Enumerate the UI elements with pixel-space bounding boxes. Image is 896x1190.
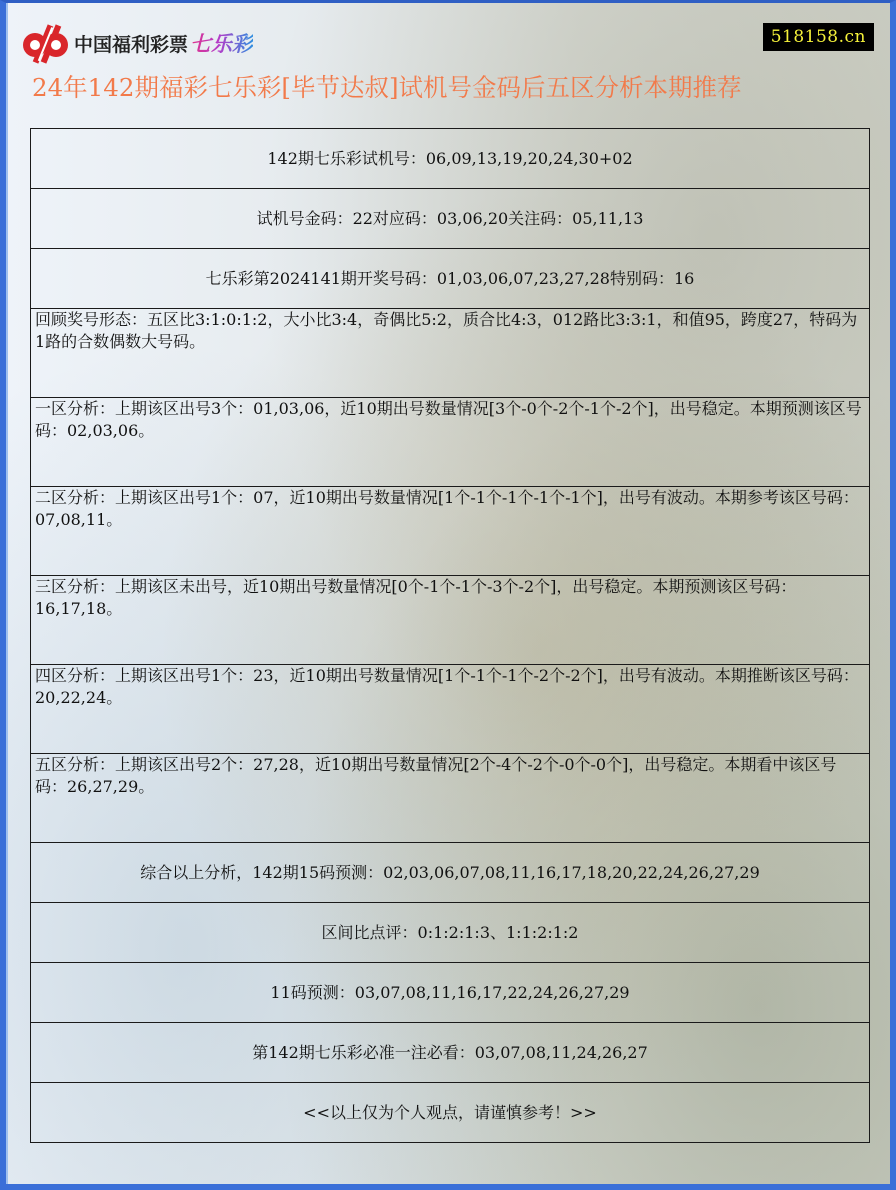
review-pattern-cell: 回顾奖号形态：五区比3:1:0:1:2，大小比3:4，奇偶比5:2，质合比4:3，012路比3:3:1，和值95，跨度27，特码为1路的合数偶数大号码。 bbox=[31, 309, 870, 398]
table-row bbox=[31, 576, 870, 665]
logo-text: 中国福利彩票 bbox=[74, 33, 189, 56]
zone-1-analysis-cell: 一区分析：上期该区出号3个：01,03,06，近10期出号数量情况[3个-0个-2个-1个-2个]，出号稳定。本期预测该区号码：02,03,06。 bbox=[31, 398, 870, 487]
table-row bbox=[31, 189, 870, 249]
11-code-prediction-cell: 11码预测：03,07,08,11,16,17,22,24,26,27,29 bbox=[31, 963, 870, 1023]
table-row bbox=[31, 1023, 870, 1083]
table-row bbox=[31, 1083, 870, 1143]
single-bet-pick-cell: 第142期七乐彩必准一注必看：03,07,08,11,24,26,27 bbox=[31, 1023, 870, 1083]
lottery-logo bbox=[18, 20, 253, 66]
table-row bbox=[31, 398, 870, 487]
table-row bbox=[31, 843, 870, 903]
table-row bbox=[31, 963, 870, 1023]
test-numbers-cell: 142期七乐彩试机号：06,09,13,19,20,24,30+02 bbox=[31, 129, 870, 189]
last-draw-cell: 七乐彩第2024141期开奖号码：01,03,06,07,23,27,28特别码：16 bbox=[31, 249, 870, 309]
table-row bbox=[31, 129, 870, 189]
page-title: 24年142期福彩七乐彩[毕节达叔]试机号金码后五区分析本期推荐 bbox=[32, 73, 742, 102]
table-row bbox=[31, 754, 870, 843]
table-row bbox=[31, 249, 870, 309]
15-code-prediction-cell: 综合以上分析，142期15码预测：02,03,06,07,08,11,16,17,18,20,22,24,26,27,29 bbox=[31, 843, 870, 903]
gold-code-cell: 试机号金码：22对应码：03,06,20关注码：05,11,13 bbox=[31, 189, 870, 249]
zone-2-analysis-cell: 二区分析：上期该区出号1个：07，近10期出号数量情况[1个-1个-1个-1个-1个]，出号有波动。本期参考该区号码：07,08,11。 bbox=[31, 487, 870, 576]
disclaimer-cell: <<以上仅为个人观点，请谨慎参考！>> bbox=[31, 1083, 870, 1143]
header bbox=[6, 3, 890, 123]
table-row bbox=[31, 309, 870, 398]
zone-ratio-comment-cell: 区间比点评：0:1:2:1:3、1:1:2:1:2 bbox=[31, 903, 870, 963]
table-row bbox=[31, 665, 870, 754]
table-row bbox=[31, 903, 870, 963]
logo-game-name: 七乐彩 bbox=[190, 28, 253, 58]
table-row bbox=[31, 487, 870, 576]
zone-3-analysis-cell: 三区分析：上期该区未出号，近10期出号数量情况[0个-1个-1个-3个-2个]，出号稳定。本期预测该区号码：16,17,18。 bbox=[31, 576, 870, 665]
zone-4-analysis-cell: 四区分析：上期该区出号1个：23，近10期出号数量情况[1个-1个-1个-2个-2个]，出号有波动。本期推断该区号码：20,22,24。 bbox=[31, 665, 870, 754]
analysis-table bbox=[30, 128, 870, 1143]
zone-5-analysis-cell: 五区分析：上期该区出号2个：27,28，近10期出号数量情况[2个-4个-2个-0个-0个]，出号稳定。本期看中该区号码：26,27,29。 bbox=[31, 754, 870, 843]
welfare-lottery-logo-icon bbox=[18, 20, 72, 66]
site-badge[interactable]: 518158.cn bbox=[763, 23, 874, 51]
